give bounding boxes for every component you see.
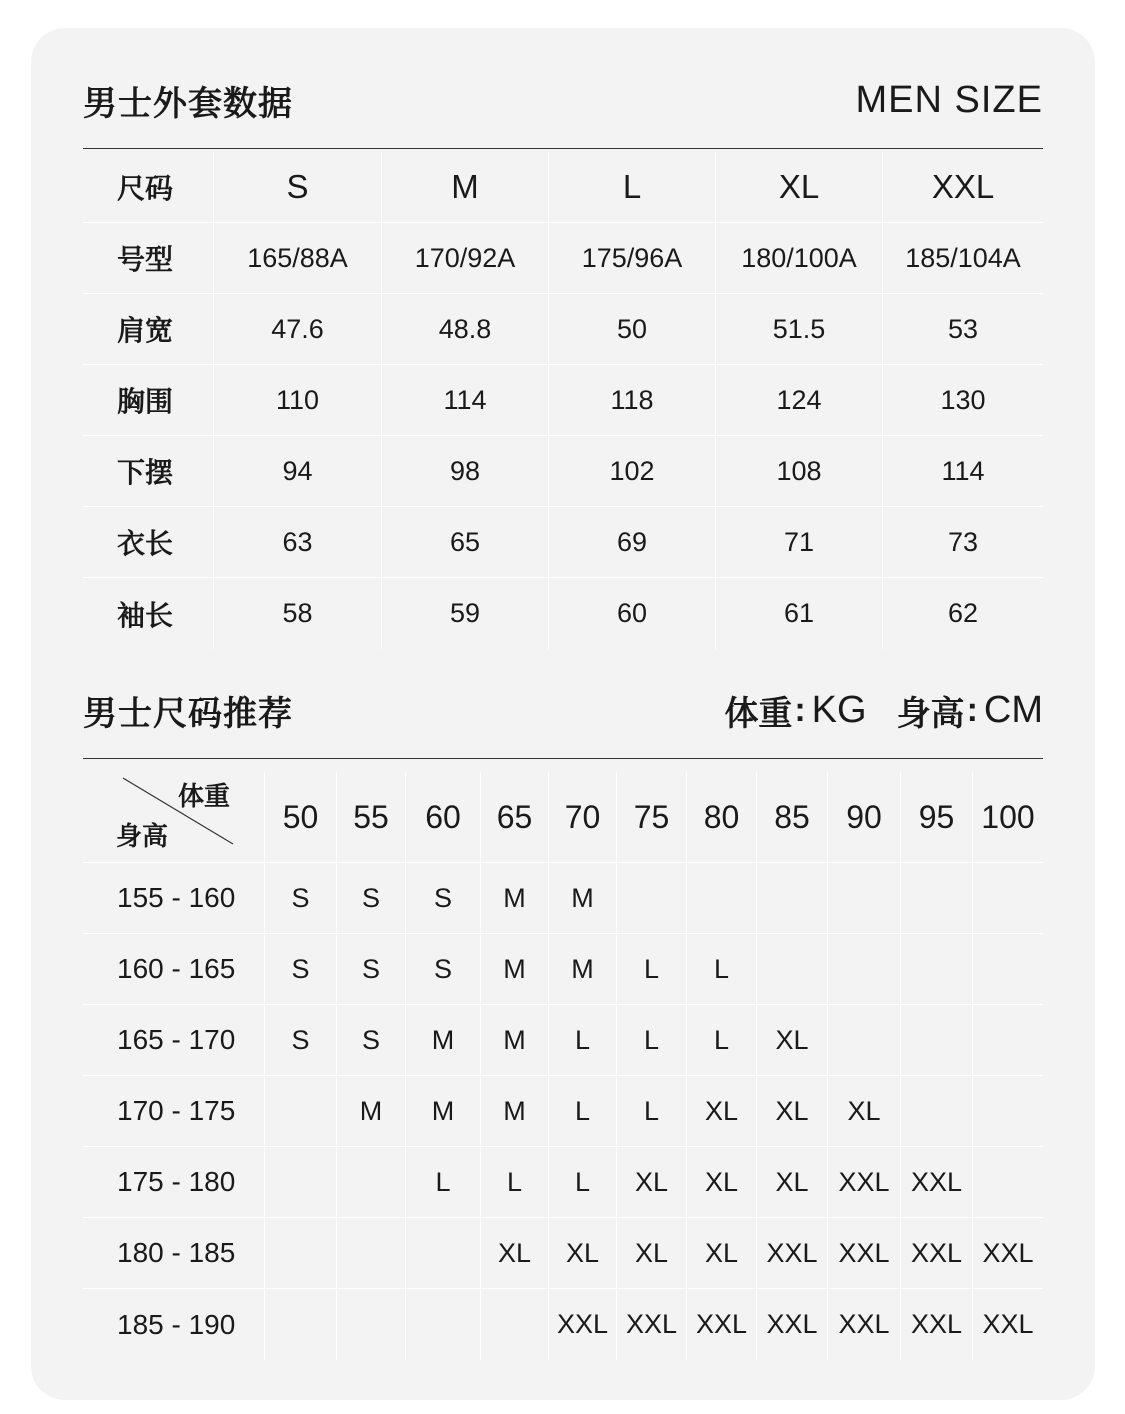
- recommended-size-cell: XL: [549, 1218, 617, 1289]
- recommended-size-cell: [901, 934, 973, 1005]
- table-cell: 114: [883, 436, 1043, 507]
- recommended-size-cell: [901, 1076, 973, 1147]
- recommended-size-cell: [337, 1147, 406, 1218]
- table-cell: 61: [716, 578, 883, 649]
- recommend-section-header: [83, 686, 1043, 735]
- table-cell: XXL: [883, 152, 1043, 223]
- recommended-size-cell: [973, 1005, 1043, 1076]
- recommended-size-cell: L: [617, 1076, 687, 1147]
- recommended-size-cell: S: [337, 1005, 406, 1076]
- table-cell: 108: [716, 436, 883, 507]
- height-range-label: 175 - 180: [83, 1147, 265, 1218]
- recommended-size-cell: [828, 863, 901, 934]
- recommended-size-cell: [265, 1218, 337, 1289]
- recommended-size-cell: XXL: [982, 1309, 1034, 1339]
- recommended-size-cell: XL: [687, 1076, 757, 1147]
- table-cell: 60: [549, 578, 716, 649]
- recommended-size-cell: XXL: [901, 1289, 973, 1360]
- weight-unit-value: KG: [811, 689, 867, 731]
- recommended-size-cell: XXL: [828, 1289, 901, 1360]
- row-label: 衣长: [83, 507, 214, 578]
- recommended-size-cell: L: [617, 934, 687, 1005]
- table-cell: 71: [716, 507, 883, 578]
- table-cell: 50: [549, 294, 716, 365]
- table-cell: 185/104A: [883, 223, 1043, 294]
- table-cell: 58: [214, 578, 382, 649]
- recommended-size-cell: XL: [617, 1147, 687, 1218]
- recommended-size-cell: [973, 934, 1043, 1005]
- recommended-size-cell: [265, 1289, 337, 1360]
- table-cell: 165/88A: [214, 223, 382, 294]
- recommended-size-cell: XL: [481, 1218, 549, 1289]
- table-cell: 170/92A: [382, 223, 549, 294]
- recommended-size-cell: M: [549, 934, 617, 1005]
- recommended-size-cell: [828, 934, 901, 1005]
- recommended-size-cell: S: [265, 863, 337, 934]
- weight-column-header: 55: [337, 772, 406, 863]
- recommended-size-cell: XXL: [757, 1289, 828, 1360]
- table-cell: 110: [214, 365, 382, 436]
- table-cell: 47.6: [214, 294, 382, 365]
- corner-diagonal-line: [83, 772, 265, 863]
- weight-column-header: 60: [406, 772, 481, 863]
- recommended-size-cell: XXL: [901, 1218, 973, 1289]
- recommended-size-cell: XXL: [617, 1289, 687, 1360]
- recommend-section-title: 男士尺码推荐: [83, 694, 293, 734]
- row-label: 号型: [83, 223, 214, 294]
- table-cell: 69: [549, 507, 716, 578]
- table-cell: 62: [947, 598, 979, 628]
- height-unit: [897, 686, 1043, 735]
- recommended-size-cell: M: [406, 1005, 481, 1076]
- recommended-size-cell: M: [337, 1076, 406, 1147]
- recommended-size-cell: XL: [828, 1076, 901, 1147]
- recommended-size-cell: L: [687, 1005, 757, 1076]
- table-cell: 130: [883, 365, 1043, 436]
- recommended-size-cell: [481, 1289, 549, 1360]
- recommended-size-cell: M: [481, 863, 549, 934]
- recommended-size-cell: [901, 1005, 973, 1076]
- recommended-size-cell: M: [406, 1076, 481, 1147]
- table-cell: 180/100A: [716, 223, 883, 294]
- recommended-size-cell: XXL: [828, 1218, 901, 1289]
- recommended-size-cell: [973, 863, 1043, 934]
- recommended-size-cell: [617, 863, 687, 934]
- jacket-section-title: 男士外套数据: [83, 84, 293, 124]
- jacket-section-divider: [83, 148, 1043, 149]
- recommended-size-cell: S: [406, 863, 481, 934]
- height-range-label: 155 - 160: [83, 863, 265, 934]
- recommended-size-cell: XL: [687, 1218, 757, 1289]
- height-range-label: 160 - 165: [83, 934, 265, 1005]
- weight-column-header: 80: [687, 772, 757, 863]
- size-recommendation-table: [83, 772, 1043, 1360]
- row-label: 袖长: [83, 578, 214, 649]
- recommended-size-cell: [265, 1147, 337, 1218]
- recommended-size-cell: S: [337, 863, 406, 934]
- height-range-label: 180 - 185: [83, 1218, 265, 1289]
- recommended-size-cell: [406, 1289, 481, 1360]
- table-cell: 114: [382, 365, 549, 436]
- table-cell: 65: [382, 507, 549, 578]
- recommended-size-cell: XXL: [973, 1218, 1043, 1289]
- recommended-size-cell: L: [481, 1147, 549, 1218]
- table-cell: 51.5: [716, 294, 883, 365]
- recommended-size-cell: XL: [687, 1147, 757, 1218]
- recommended-size-cell: [265, 1076, 337, 1147]
- recommended-size-cell: S: [406, 934, 481, 1005]
- recommended-size-cell: XXL: [549, 1289, 617, 1360]
- recommended-size-cell: L: [687, 934, 757, 1005]
- recommended-size-cell: XXL: [901, 1147, 973, 1218]
- recommended-size-cell: L: [549, 1076, 617, 1147]
- weight-unit-separator: :: [794, 691, 806, 729]
- corner-weight-label: 体重: [178, 782, 231, 812]
- recommended-size-cell: XXL: [687, 1289, 757, 1360]
- recommended-size-cell: M: [481, 1005, 549, 1076]
- table-cell: 59: [382, 578, 549, 649]
- recommended-size-cell: [973, 1076, 1043, 1147]
- height-range-label: 170 - 175: [83, 1076, 265, 1147]
- recommended-size-cell: M: [481, 934, 549, 1005]
- recommended-size-cell: M: [481, 1076, 549, 1147]
- height-range-label: 185 - 190: [83, 1289, 265, 1360]
- recommended-size-cell: M: [549, 863, 617, 934]
- recommended-size-cell: XL: [757, 1147, 828, 1218]
- recommended-size-cell: XL: [617, 1218, 687, 1289]
- recommended-size-cell: [757, 934, 828, 1005]
- table-cell: 63: [214, 507, 382, 578]
- table-cell: 175/96A: [549, 223, 716, 294]
- table-cell: S: [214, 152, 382, 223]
- height-unit-separator: :: [966, 691, 978, 729]
- jacket-section-header: [83, 76, 1043, 125]
- recommended-size-cell: L: [406, 1147, 481, 1218]
- recommend-section-divider: [83, 758, 1043, 759]
- weight-column-header: 75: [617, 772, 687, 863]
- jacket-section-title-en: MEN SIZE: [855, 79, 1043, 121]
- height-unit-label: 身高: [896, 694, 965, 734]
- weight-unit: [724, 686, 866, 735]
- recommended-size-cell: S: [337, 934, 406, 1005]
- table-cell: L: [549, 152, 716, 223]
- weight-column-header: 90: [828, 772, 901, 863]
- height-unit-value: CM: [983, 689, 1043, 731]
- weight-column-header: 95: [901, 772, 973, 863]
- table-cell: XL: [716, 152, 883, 223]
- table-cell: 118: [549, 365, 716, 436]
- recommended-size-cell: XL: [757, 1076, 828, 1147]
- weight-unit-label: 体重: [724, 694, 793, 734]
- weight-column-header: 70: [549, 772, 617, 863]
- row-label: 肩宽: [83, 294, 214, 365]
- unit-legend: [724, 686, 1043, 735]
- weight-column-header: 65: [481, 772, 549, 863]
- table-cell: 102: [549, 436, 716, 507]
- table-cell: 124: [716, 365, 883, 436]
- row-label: 尺码: [83, 152, 214, 223]
- row-label: 下摆: [83, 436, 214, 507]
- table-cell: M: [382, 152, 549, 223]
- table-cell: 94: [214, 436, 382, 507]
- table-cell: 73: [883, 507, 1043, 578]
- recommended-size-cell: [406, 1218, 481, 1289]
- jacket-size-table: [83, 152, 1043, 649]
- recommended-size-cell: [757, 863, 828, 934]
- recommended-size-cell: [687, 863, 757, 934]
- weight-column-header: 50: [265, 772, 337, 863]
- recommended-size-cell: [973, 1147, 1043, 1218]
- weight-column-header: 100: [973, 772, 1043, 863]
- recommended-size-cell: [901, 863, 973, 934]
- recommended-size-cell: XXL: [757, 1218, 828, 1289]
- row-label: 胸围: [83, 365, 214, 436]
- height-range-label: 165 - 170: [83, 1005, 265, 1076]
- recommended-size-cell: [337, 1218, 406, 1289]
- table-cell: 98: [382, 436, 549, 507]
- recommended-size-cell: [828, 1005, 901, 1076]
- recommended-size-cell: L: [549, 1147, 617, 1218]
- recommended-size-cell: XXL: [828, 1147, 901, 1218]
- recommended-size-cell: [337, 1289, 406, 1360]
- table-cell: 48.8: [382, 294, 549, 365]
- recommended-size-cell: S: [265, 1005, 337, 1076]
- recommended-size-cell: L: [617, 1005, 687, 1076]
- table-cell: 53: [883, 294, 1043, 365]
- recommended-size-cell: S: [265, 934, 337, 1005]
- weight-column-header: 85: [757, 772, 828, 863]
- recommended-size-cell: L: [549, 1005, 617, 1076]
- table-corner-header: [83, 772, 265, 863]
- corner-height-label: 身高: [116, 822, 169, 852]
- recommended-size-cell: XL: [757, 1005, 828, 1076]
